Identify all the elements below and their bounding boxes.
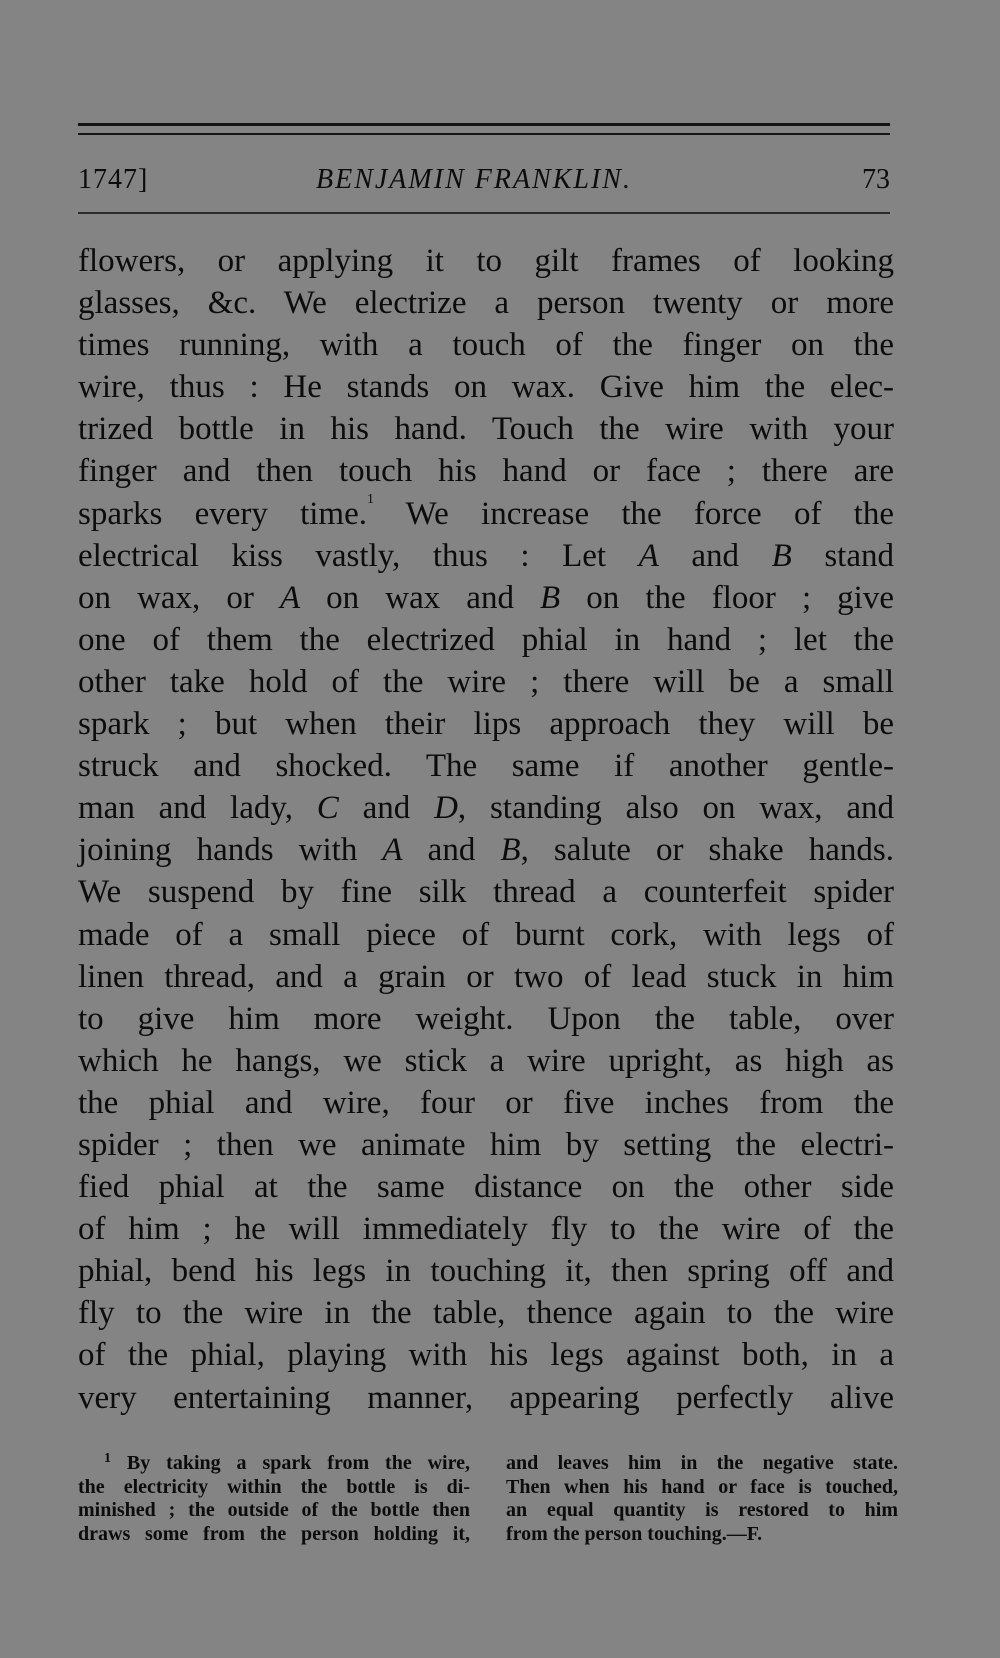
italic-letter: C [316, 790, 339, 827]
footnote-line: from the person touching.—F. [506, 1522, 763, 1545]
footnote-line [78, 1452, 470, 1476]
body-line: of him ; he will immediately fly to the wire of the [78, 1211, 894, 1248]
body-line: glasses, &c. We electrize a person twenty or more [78, 285, 894, 322]
body-line-segment: on the floor ; give [560, 579, 895, 616]
body-line: phial, bend his legs in touching it, then spring off and [78, 1253, 894, 1290]
body-line-segment: , salute or shake hands. [520, 832, 894, 869]
body-line: times running, with a touch of the finger on the [78, 327, 894, 364]
italic-letter: B [771, 537, 792, 574]
footnote-line: draws some from the person holding it, [78, 1522, 470, 1545]
body-line: made of a small piece of burnt cork, with legs of [78, 916, 894, 953]
body-line-segment: stand [791, 537, 894, 574]
body-text [78, 240, 894, 1419]
body-line [78, 535, 894, 577]
body-line [78, 787, 894, 829]
body-line: wire, thus : He stands on wax. Give him the elec- [78, 369, 894, 406]
footnote-column-left [78, 1452, 470, 1546]
footnote-line: the electricity within the bottle is di- [78, 1475, 470, 1498]
body-line-segment: sparks every time. [78, 495, 367, 532]
italic-letter: A [279, 579, 301, 616]
body-line [78, 493, 894, 535]
footnote-mark: 1 [104, 1451, 111, 1466]
body-line: fied phial at the same distance on the other side [78, 1169, 894, 1206]
body-line-segment: on wax and [300, 579, 541, 616]
italic-letter: A [638, 537, 659, 574]
body-line: very entertaining manner, appearing perfectly alive [78, 1379, 894, 1416]
body-line: spider ; then we animate him by setting the electri- [78, 1126, 894, 1163]
italic-letter: B [540, 579, 561, 616]
body-line-segment: and [658, 537, 772, 574]
body-line-segment: and [338, 790, 435, 827]
italic-letter: D [434, 790, 458, 827]
header-rule [78, 212, 890, 214]
body-line-segment: and [402, 832, 501, 869]
body-line: of the phial, playing with his legs against both, in a [78, 1337, 894, 1374]
footnote-line: minished ; the outside of the bottle then [78, 1499, 470, 1521]
body-line-segment: electrical kiss vastly, thus : Let [78, 537, 607, 574]
body-line-segment: on wax, or [78, 579, 254, 616]
footnote-line-text: By taking a spark from the wire, [126, 1452, 470, 1474]
body-line: the phial and wire, four or five inches from the [78, 1084, 894, 1121]
page-number: 73 [862, 164, 890, 195]
body-line [78, 829, 894, 871]
footnote-line: an equal quantity is restored to him [506, 1499, 898, 1521]
body-line: trized bottle in his hand. Touch the wire with your [78, 411, 894, 448]
header-date: 1747] [78, 164, 149, 195]
body-line-segment: We increase the force of the [374, 495, 894, 532]
header-title: BENJAMIN FRANKLIN. [316, 164, 632, 195]
body-line: fly to the wire in the table, thence again to the wire [78, 1295, 894, 1332]
italic-letter: A [382, 832, 403, 869]
body-line: finger and then touch his hand or face ; there are [78, 453, 894, 490]
footnote-line: Then when his hand or face is touched, [506, 1475, 898, 1498]
body-line-segment: joining hands with [78, 832, 358, 869]
body-line: to give him more weight. Upon the table, over [78, 1000, 894, 1037]
footnote-column-right [506, 1452, 898, 1546]
body-line: one of them the electrized phial in hand ; let the [78, 621, 894, 658]
footnote-line: and leaves him in the negative state. [506, 1452, 898, 1474]
body-line: flowers, or applying it to gilt frames of looking [78, 243, 894, 279]
italic-letter: B [500, 832, 521, 869]
body-line: struck and shocked. The same if another gentle- [78, 748, 894, 785]
body-line-segment: , standing also on wax, and [457, 790, 895, 827]
body-line: which he hangs, we stick a wire upright, as high as [78, 1042, 894, 1079]
top-double-rule-lower [78, 133, 890, 135]
footnote-reference-mark: 1 [367, 491, 374, 507]
top-double-rule-upper [78, 123, 890, 126]
body-line [78, 577, 894, 619]
body-line: We suspend by fine silk thread a counterfeit spider [78, 874, 894, 911]
body-line-segment: man and lady, [78, 790, 293, 827]
body-line: other take hold of the wire ; there will be a small [78, 663, 894, 700]
running-head [78, 160, 890, 200]
body-line: linen thread, and a grain or two of lead stuck in him [78, 958, 894, 995]
body-line: spark ; but when their lips approach they will be [78, 706, 894, 743]
